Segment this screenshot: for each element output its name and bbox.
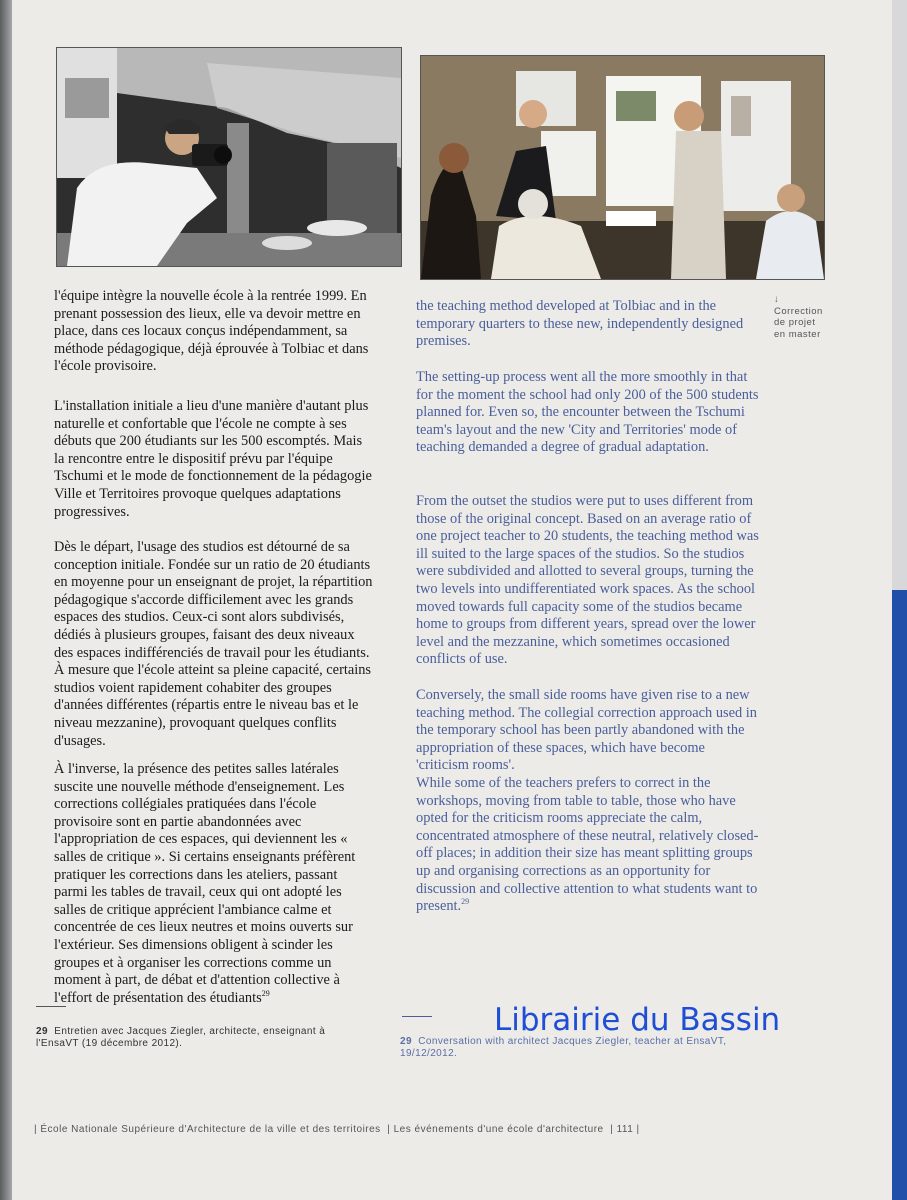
english-paragraph-1: the teaching method developed at Tolbiac and in the temporary quarters to these new, independently designed premises. <box>416 298 744 350</box>
footer-chapter: Les événements d'une école d'architecture <box>393 1124 604 1135</box>
spine-color-tab <box>892 590 907 1200</box>
footer-school: École Nationale Supérieure d'Architecture de la ville et des territoires <box>40 1124 381 1135</box>
english-footnote-number: 29 <box>400 1036 412 1047</box>
page-footer: | École Nationale Supérieure d'Architecture de la ville et des territoires | Les événements d'une école d'architecture | 111 | <box>34 1124 640 1135</box>
english-paragraph-4: Conversely, the small side rooms have given rise to a new teaching method. The collegial correction approach used in the temporary school has been partly abandoned with the appropriation of these spaces, which have become 'criticism rooms'. <box>416 687 757 774</box>
caption-line-3: en master <box>774 328 821 340</box>
page-edge <box>0 0 12 1200</box>
french-paragraph-2: L'installation initiale a lieu d'une manière d'autant plus naturelle et confortable que l'école ne compte à ses débuts que 200 étudiants sur les 500 escomptés. Mais la rencontre entre le dispositif prévu par l'équipe Tschumi et le mode de fonctionnement de la pédagogie Ville et Territoires provoque quelques adaptations progressives. <box>54 398 372 520</box>
caption-arrow-icon: ↓ <box>774 294 780 305</box>
english-paragraph-3: From the outset the studios were put to uses different from those of the original concept. Based on an average ratio of one project teacher to 20 students, the teaching method was ill suited to the large spaces of the studios. So the studios were subdivided and allotted to several groups, turning the two levels into undifferentiated work spaces. As the school moved towards full capacity some of the studios became home to groups from different years, spread over the lower level and the mezzanine, which sometimes occasioned conflicts of use. <box>416 493 759 668</box>
french-footnote-rule <box>36 1006 66 1007</box>
photo-project-correction <box>420 55 825 280</box>
footer-page-number: 111 <box>616 1124 634 1135</box>
french-footnote-ref: 29 <box>261 988 270 998</box>
photo-photographer-image <box>57 48 401 266</box>
photo-photographer <box>56 47 402 267</box>
photo-project-correction-image <box>421 56 824 279</box>
english-footnote-ref: 29 <box>461 897 470 907</box>
photo-caption <box>774 294 844 340</box>
french-paragraph-1: l'équipe intègre la nouvelle école à la rentrée 1999. En prenant possession des lieux, elle va devoir mettre en place, dans ces locaux conçus indépendamment, sa méthode pédagogique, déjà éprouvée à Tolbiac et dans l'école provisoire. <box>54 288 369 375</box>
french-footnote-number: 29 <box>36 1026 48 1037</box>
english-paragraph-5: While some of the teachers prefers to correct in the workshops, moving from table to table, those who have opted for the criticism rooms appreciate the calm, concentrated atmosphere of these neutral, relatively closed-off places; in addition their size has meant splitting groups up and organising corrections as an opportunity for discussion and collective attention to what students want to present.$^{29}$ <box>416 775 759 915</box>
bookshop-watermark: Librairie du Bassin <box>494 1002 781 1038</box>
english-footnote-rule <box>402 1016 432 1017</box>
english-footnote: 29 Conversation with architect Jacques Ziegler, teacher at EnsaVT, 19/12/2012. <box>400 1036 727 1059</box>
english-paragraph-2: The setting-up process went all the more smoothly in that for the moment the school had only 200 of the 500 students planned for. Even so, the encounter between the Tschumi team's layout and the new 'City and Territories' mode of teaching demanded a degree of gradual adaptation. <box>416 369 759 456</box>
caption-line-2: de projet <box>774 317 816 328</box>
french-footnote: 29 Entretien avec Jacques Ziegler, architecte, enseignant à l'EnsaVT (19 décembre 2012). <box>36 1026 326 1049</box>
caption-line-1: Correction <box>774 305 823 317</box>
french-paragraph-3: Dès le départ, l'usage des studios est détourné de sa conception initiale. Fondée sur un ratio de 20 étudiants en moyenne pour un enseignant de projet, la répartition pédagogique s'accorde difficilement avec les grands espaces des studios. Ceux-ci sont alors subdivisés, dédiés à plusieurs groupes, faisant des deux niveaux des espaces indifférenciés de travail pour les étudiants. À mesure que l'école atteint sa pleine capacité, certains studios voient rapidement cohabiter des groupes d'années différentes (répartis entre le niveau bas et le niveau mezzanine), provoquant quelques conflits d'usages. <box>54 539 373 749</box>
french-paragraph-4: À l'inverse, la présence des petites salles latérales suscite une nouvelle méthode d'enseignement. Les corrections collégiales pratiquées dans l'école provisoire sont en partie abandonnées avec l'appropriation de ces espaces, qui deviennent les « salles de critique ». Si certains enseignants préfèrent pratiquer les corrections dans les ateliers, passant parmi les tables de travail, ceux qui ont adopté les salles de critique apprécient l'ambiance calme et concentrée de ces lieux neutres et moins ouverts sur l'extérieur. Ses dimensions obligent à scinder les groupes et à organiser les corrections comme un moment à part, de débat et d'attention collective à l'effort de présentation des étudiants$^{29}$ <box>54 761 356 1006</box>
book-page <box>12 0 892 1200</box>
